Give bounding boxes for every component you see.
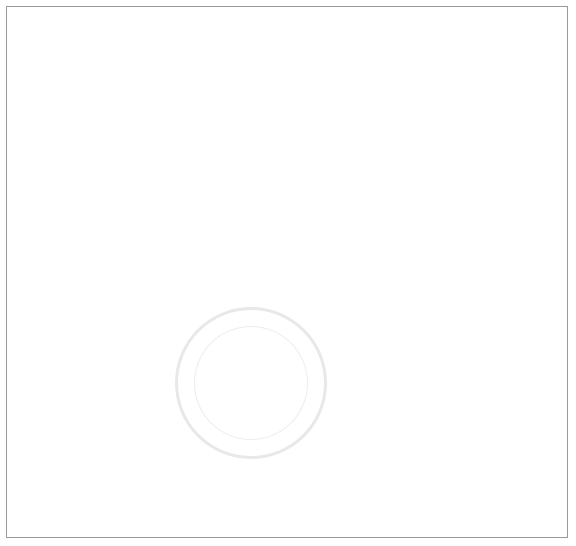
watermark-seal: [175, 307, 327, 459]
auction-notice: [6, 6, 568, 538]
paragraph-spacer: [16, 15, 558, 18]
